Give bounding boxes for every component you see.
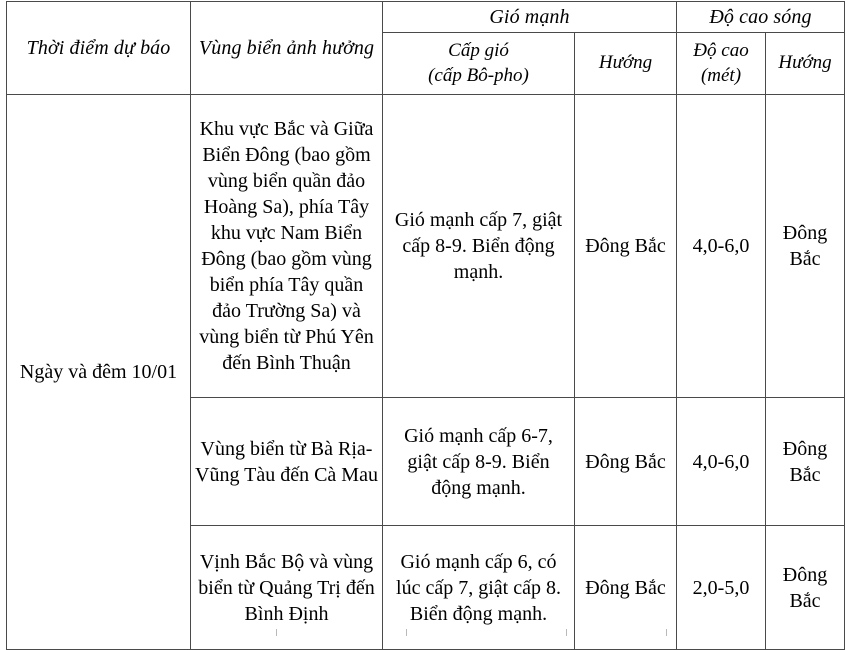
wind-direction-cell: Đông Bắc (575, 526, 677, 650)
wind-level-cell: Gió mạnh cấp 6, có lúc cấp 7, giật cấp 8. Biển động mạnh. (383, 526, 575, 650)
clipped-next-row (6, 625, 844, 636)
header-wind-level (383, 33, 575, 95)
header-group-strong-wind: Gió mạnh (383, 2, 677, 33)
wave-height-cell: 4,0-6,0 (677, 95, 766, 398)
clipped-divider-tick (406, 629, 407, 636)
table-body (7, 95, 845, 650)
sea-area-cell: Vùng biển từ Bà Rịa-Vũng Tàu đến Cà Mau (191, 398, 383, 526)
header-wind-level-line2: (cấp Bô-pho) (428, 64, 529, 86)
sea-area-cell: Khu vực Bắc và Giữa Biển Đông (bao gồm vùng biển quần đảo Hoàng Sa), phía Tây khu vực Nam Biển Đông (bao gồm vùng biển phía Tây quần đảo Trường Sa) và vùng biển từ Phú Yên đến Bình Thuận (191, 95, 383, 398)
wave-height-cell: 2,0-5,0 (677, 526, 766, 650)
wave-height-cell: 4,0-6,0 (677, 398, 766, 526)
header-wave-height-line1: Độ cao (693, 39, 749, 61)
wind-level-cell: Gió mạnh cấp 7, giật cấp 8-9. Biển động mạnh. (383, 95, 575, 398)
wave-direction-cell: Đông Bắc (766, 398, 845, 526)
clipped-divider-tick (276, 629, 277, 636)
header-group-wave-height: Độ cao sóng (677, 2, 845, 33)
header-wind-level-line1: Cấp gió (448, 39, 509, 61)
table-header (7, 2, 845, 95)
header-wave-direction: Hướng (766, 33, 845, 95)
forecast-time-cell: Ngày và đêm 10/01 (7, 95, 191, 650)
marine-forecast-table (6, 1, 845, 650)
sea-area-cell: Vịnh Bắc Bộ và vùng biển từ Quảng Trị đến Bình Định (191, 526, 383, 650)
header-time-of-forecast: Thời điểm dự báo (7, 2, 191, 95)
wind-level-cell: Gió mạnh cấp 6-7, giật cấp 8-9. Biển động mạnh. (383, 398, 575, 526)
header-wind-direction: Hướng (575, 33, 677, 95)
header-wave-height (677, 33, 766, 95)
wind-direction-cell: Đông Bắc (575, 95, 677, 398)
table-row (7, 95, 845, 398)
wave-direction-cell: Đông Bắc (766, 95, 845, 398)
wave-direction-cell: Đông Bắc (766, 526, 845, 650)
clipped-divider-tick (666, 629, 667, 636)
header-row-top (7, 2, 845, 33)
header-affected-sea-area: Vùng biển ảnh hưởng (191, 2, 383, 95)
header-wave-height-line2: (mét) (700, 64, 742, 86)
clipped-divider-tick (566, 629, 567, 636)
wind-direction-cell: Đông Bắc (575, 398, 677, 526)
